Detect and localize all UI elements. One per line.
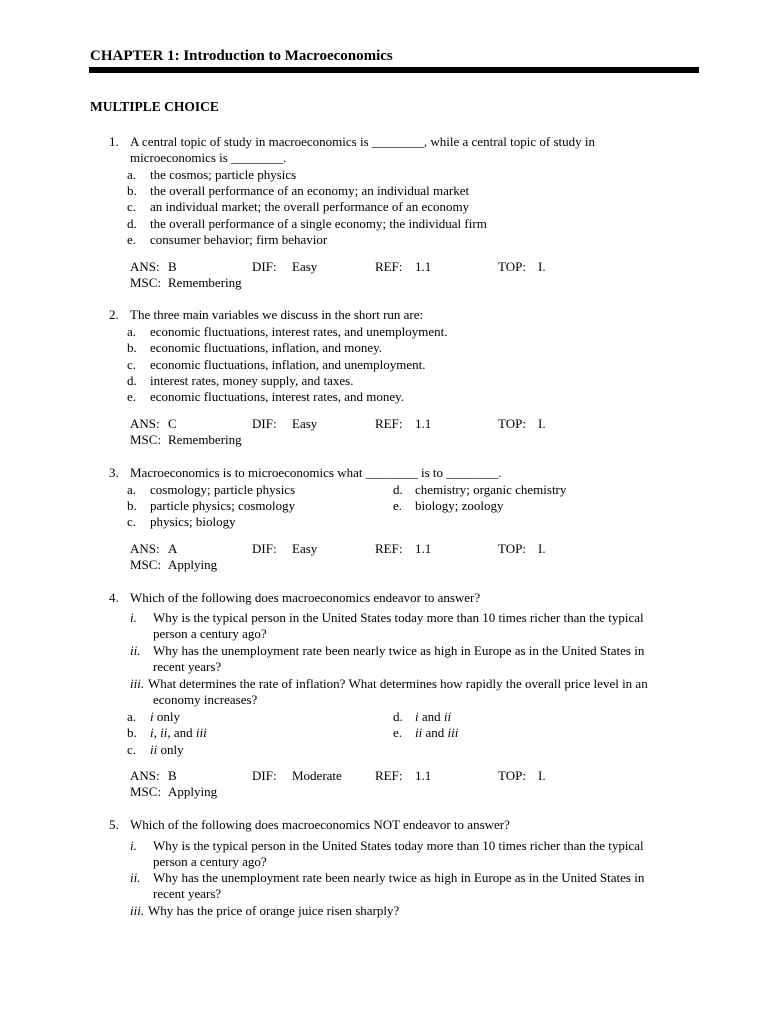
ref-label: REF: (375, 768, 403, 783)
option-letter: a. (127, 167, 137, 182)
ref-label: REF: (375, 541, 403, 556)
option-letter: b. (127, 183, 137, 198)
option-roman-part: iii (447, 725, 459, 740)
question-stem: Macroeconomics is to microeconomics what ________ is to ________. (130, 465, 502, 480)
chapter-title: CHAPTER 1: Introduction to Macroeconomics (90, 48, 393, 64)
option-text: the overall performance of a single economy; the individual firm (150, 216, 487, 231)
dif-value: Easy (292, 416, 318, 431)
option-text (415, 725, 458, 741)
option-roman-part: i (150, 709, 154, 724)
option-text: physics; biology (150, 514, 236, 529)
question-stem: microeconomics is ________. (130, 150, 287, 165)
option-text: the overall performance of an economy; an individual market (150, 183, 470, 198)
roman-numeral: iii. (130, 903, 145, 918)
option-text: economic fluctuations, interest rates, and money. (150, 389, 405, 404)
ans-label: ANS: (130, 541, 160, 556)
roman-text: Why is the typical person in the United States today more than 10 times richer than the typical (153, 610, 644, 625)
option-letter: d. (127, 216, 137, 231)
option-text-part: and (418, 709, 444, 724)
dif-label: DIF: (252, 259, 277, 274)
option-text (150, 742, 184, 758)
roman-text: person a century ago? (153, 626, 267, 641)
msc-value: Remembering (168, 432, 242, 447)
option-letter: c. (127, 514, 137, 529)
dif-value: Easy (292, 259, 318, 274)
roman-text: economy increases? (153, 692, 258, 707)
option-letter: e. (393, 498, 403, 513)
ans-value: A (168, 541, 178, 556)
option-roman-part: ii (443, 709, 452, 724)
roman-numeral: ii. (130, 643, 141, 658)
question-number: 2. (109, 307, 119, 322)
question-stem: Which of the following does macroeconomics endeavor to answer? (130, 590, 481, 605)
ref-label: REF: (375, 416, 403, 431)
option-text: economic fluctuations, inflation, and money. (150, 340, 383, 355)
roman-text: person a century ago? (153, 854, 267, 869)
roman-numeral: i. (130, 610, 137, 625)
ans-label: ANS: (130, 416, 160, 431)
dif-label: DIF: (252, 416, 277, 431)
ref-value: 1.1 (415, 768, 432, 783)
option-roman-part: ii (160, 725, 168, 740)
top-label: TOP: (498, 416, 526, 431)
msc-value: Applying (168, 557, 218, 572)
msc-label: MSC: (130, 432, 162, 447)
option-text: an individual market; the overall performance of an economy (150, 199, 470, 214)
option-letter: e. (127, 389, 137, 404)
option-text: biology; zoology (415, 498, 504, 513)
dif-label: DIF: (252, 768, 277, 783)
option-roman-part: iii (195, 725, 207, 740)
option-letter: b. (127, 498, 137, 513)
msc-value: Applying (168, 784, 218, 799)
option-letter: d. (393, 709, 403, 724)
ans-label: ANS: (130, 259, 160, 274)
option-letter: c. (127, 199, 137, 214)
option-roman-part: i (150, 725, 154, 740)
ans-value: B (168, 768, 177, 783)
title-rule (89, 67, 699, 73)
option-roman-part: ii (415, 725, 423, 740)
option-text: cosmology; particle physics (150, 482, 296, 497)
option-letter: a. (127, 482, 137, 497)
msc-label: MSC: (130, 275, 162, 290)
question-stem: The three main variables we discuss in the short run are: (130, 307, 424, 322)
option-letter: c. (127, 742, 137, 757)
msc-label: MSC: (130, 784, 162, 799)
option-letter: b. (127, 340, 137, 355)
option-text-part: , (153, 725, 161, 740)
option-letter: a. (127, 709, 137, 724)
section-title: MULTIPLE CHOICE (90, 99, 219, 114)
top-value: I. (538, 259, 546, 274)
roman-text: recent years? (153, 886, 222, 901)
option-text: economic fluctuations, interest rates, and unemployment. (150, 324, 448, 339)
option-text: particle physics; cosmology (150, 498, 296, 513)
roman-numeral: ii. (130, 870, 141, 885)
roman-text: What determines the rate of inflation? What determines how rapidly the overall price level in an (148, 676, 648, 691)
option-text (415, 709, 451, 725)
top-label: TOP: (498, 259, 526, 274)
top-label: TOP: (498, 768, 526, 783)
dif-value: Moderate (292, 768, 342, 783)
top-value: I. (538, 541, 546, 556)
option-text: chemistry; organic chemistry (415, 482, 567, 497)
question-stem: A central topic of study in macroeconomics is ________, while a central topic of study in (130, 134, 596, 149)
top-value: I. (538, 416, 546, 431)
question-number: 4. (109, 590, 119, 605)
option-text-part: , and (167, 725, 196, 740)
question-number: 3. (109, 465, 119, 480)
ans-value: C (168, 416, 177, 431)
top-value: I. (538, 768, 546, 783)
option-letter: e. (393, 725, 403, 740)
top-label: TOP: (498, 541, 526, 556)
option-roman-part: i (415, 709, 419, 724)
option-text: economic fluctuations, inflation, and unemployment. (150, 357, 426, 372)
ref-value: 1.1 (415, 259, 432, 274)
option-letter: b. (127, 725, 137, 740)
roman-text: Why has the unemployment rate been nearly twice as high in Europe as in the United States in (153, 870, 645, 885)
dif-label: DIF: (252, 541, 277, 556)
roman-numeral: i. (130, 838, 137, 853)
option-text (150, 725, 207, 741)
option-letter: d. (393, 482, 403, 497)
ans-label: ANS: (130, 768, 160, 783)
option-letter: e. (127, 232, 137, 247)
option-text: interest rates, money supply, and taxes. (150, 373, 354, 388)
option-text-part: only (157, 742, 184, 757)
option-text: the cosmos; particle physics (150, 167, 297, 182)
option-letter: a. (127, 324, 137, 339)
msc-label: MSC: (130, 557, 162, 572)
dif-value: Easy (292, 541, 318, 556)
option-text: consumer behavior; firm behavior (150, 232, 328, 247)
ref-label: REF: (375, 259, 403, 274)
roman-text: Why is the typical person in the United States today more than 10 times richer than the typical (153, 838, 644, 853)
roman-text: recent years? (153, 659, 222, 674)
ans-value: B (168, 259, 177, 274)
ref-value: 1.1 (415, 541, 432, 556)
option-text-part: and (422, 725, 448, 740)
option-letter: d. (127, 373, 137, 388)
roman-numeral: iii. (130, 676, 145, 691)
roman-text: Why has the unemployment rate been nearly twice as high in Europe as in the United States in (153, 643, 645, 658)
option-text (150, 709, 180, 725)
question-stem: Which of the following does macroeconomics NOT endeavor to answer? (130, 817, 510, 832)
question-number: 1. (109, 134, 119, 149)
msc-value: Remembering (168, 275, 242, 290)
roman-text: Why has the price of orange juice risen sharply? (148, 903, 400, 918)
ref-value: 1.1 (415, 416, 432, 431)
option-letter: c. (127, 357, 137, 372)
question-number: 5. (109, 817, 119, 832)
option-text-part: only (153, 709, 180, 724)
option-roman-part: ii (150, 742, 158, 757)
